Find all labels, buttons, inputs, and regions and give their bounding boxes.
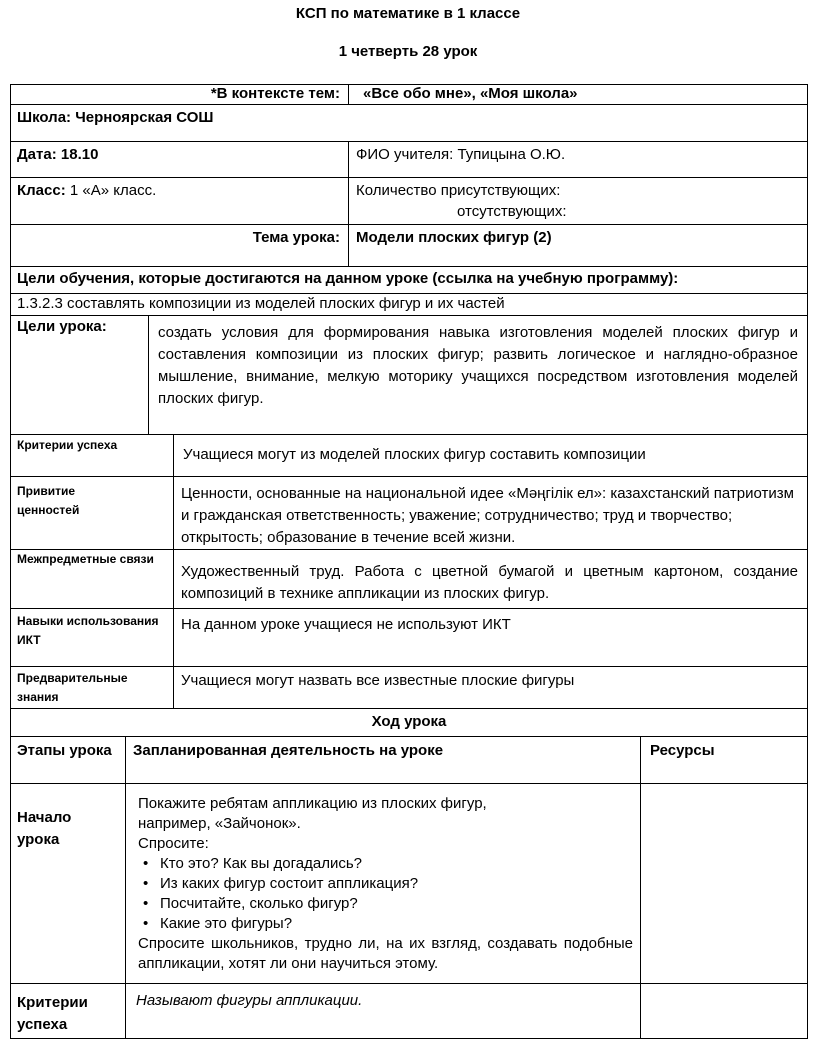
class-label: Класс: <box>17 182 66 199</box>
document-title: КСП по математике в 1 классе <box>295 5 521 22</box>
criteria-activity: Называют фигуры аппликации. <box>136 992 363 1009</box>
context-value: «Все обо мне», «Моя школа» <box>363 85 578 102</box>
class-info <box>17 182 156 199</box>
lesson-goals-text: создать условия для формирования навыка изготовления моделей плоских фигур и составления композиции из плоских фигур; развить логическое и наглядно-образное мышление, внимание, мелкую моторику учащихся посредством изготовления моделей плоских фигур. <box>158 324 798 407</box>
school-name: Школа: Черноярская СОШ <box>17 109 214 126</box>
criteria-label: Критерии успеха <box>17 438 118 452</box>
objectives-heading: Цели обучения, которые достигаются на данном уроке (ссылка на учебную программу): <box>17 270 679 287</box>
values-text: Ценности, основанные на национальной идее «Мәңгілік ел»: казахстанский патриотизм и гражданская ответственность; уважение; сотрудничество; труд и творчество; открытость; образование в течение всей жизни. <box>181 485 794 546</box>
context-label: *В контексте тем: <box>210 85 340 102</box>
document-subtitle: 1 четверть 28 урок <box>338 43 478 60</box>
ict-label: Навыки использования ИКТ <box>17 614 159 647</box>
absent-count-label: отсутствующих: <box>457 203 567 220</box>
question-item: • Кто это? Как вы догадались? <box>138 854 633 874</box>
question-list <box>138 854 633 934</box>
teacher-name: ФИО учителя: Тупицына О.Ю. <box>356 146 566 163</box>
cross-curricular-label: Межпредметные связи <box>17 552 154 566</box>
topic-value: Модели плоских фигур (2) <box>356 229 552 246</box>
col-resources-header: Ресурсы <box>650 742 715 759</box>
start-activity <box>138 794 633 974</box>
lesson-date: Дата: 18.10 <box>17 146 99 163</box>
class-value: 1 «А» класс. <box>65 182 157 199</box>
prior-knowledge-text: Учащиеся могут назвать все известные плоские фигуры <box>181 672 575 689</box>
values-label: Привитие ценностей <box>17 484 80 517</box>
question-item: • Какие это фигуры? <box>138 914 633 934</box>
course-heading: Ход урока <box>371 713 447 730</box>
stage-start: Начало урока <box>17 809 72 848</box>
criteria-text: Учащиеся могут из моделей плоских фигур составить композиции <box>183 446 646 463</box>
lesson-goals-label: Цели урока: <box>17 318 107 335</box>
cross-curricular-text: Художественный труд. Работа с цветной бумагой и цветным картоном, создание композиций в технике аппликации из плоских фигур. <box>181 563 798 602</box>
start-intro: Покажите ребятам аппликацию из плоских фигур, например, «Зайчонок». <box>138 795 487 832</box>
topic-label: Тема урока: <box>252 229 340 246</box>
prior-knowledge-label: Предварительные знания <box>17 671 128 704</box>
question-item: • Из каких фигур состоит аппликация? <box>138 874 633 894</box>
objective-item: 1.3.2.3 составлять композиции из моделей плоских фигур и их частей <box>17 295 505 312</box>
present-count-label: Количество присутствующих: <box>356 182 561 199</box>
question-item: • Посчитайте, сколько фигур? <box>138 894 633 914</box>
ict-text: На данном уроке учащиеся не используют ИКТ <box>181 616 511 633</box>
ask-label: Спросите: <box>138 835 209 852</box>
closing-question: Спросите школьников, трудно ли, на их взгляд, создавать подобные аппликации, хотят ли они научиться этому. <box>138 935 633 972</box>
col-stages-header: Этапы урока <box>17 742 112 759</box>
stage-criteria: Критерии успеха <box>17 994 88 1033</box>
col-activity-header: Запланированная деятельность на уроке <box>133 742 444 759</box>
